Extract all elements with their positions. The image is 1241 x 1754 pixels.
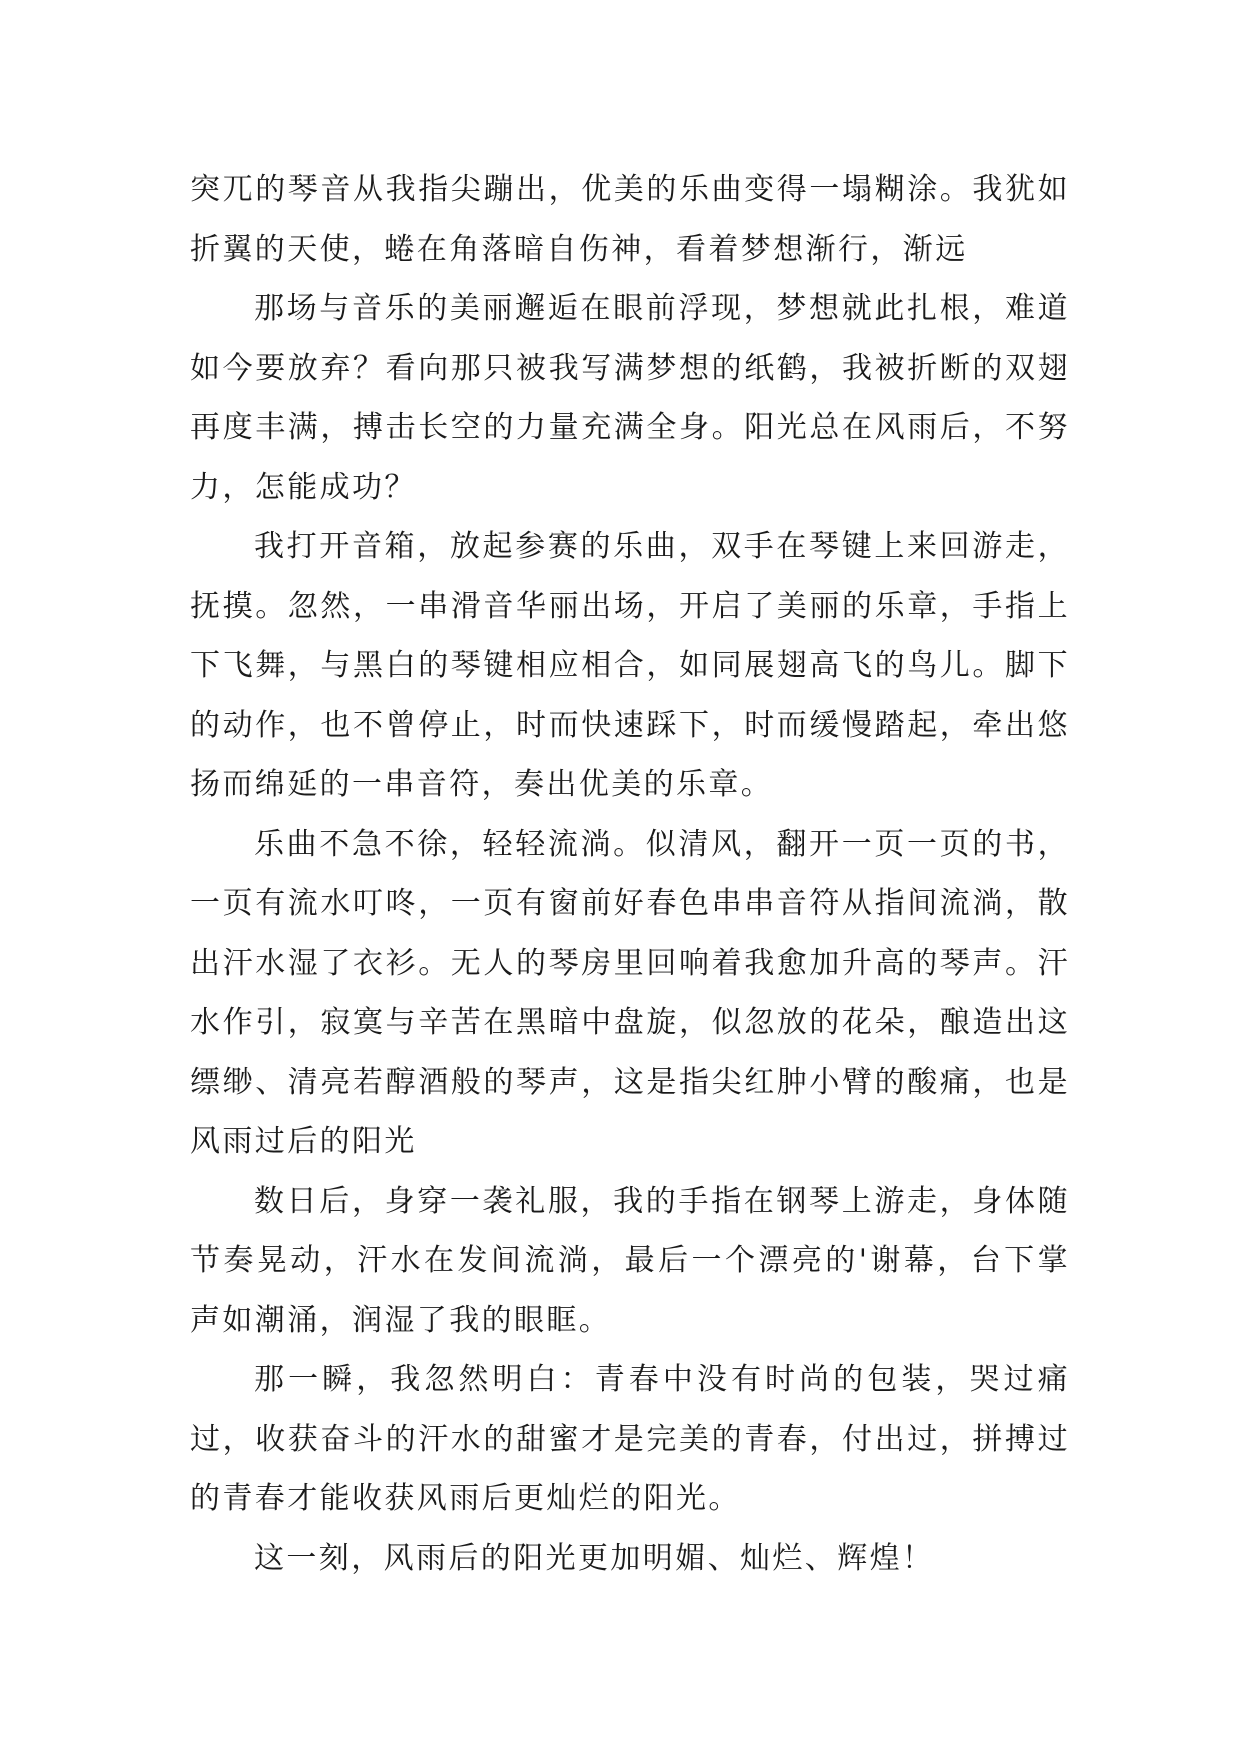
paragraph-1: 突兀的琴音从我指尖蹦出，优美的乐曲变得一塌糊涂。我犹如折翼的天使，蜷在角落暗自伤神，看着梦想渐行，渐远 (190, 172, 1070, 267)
paragraph-6: 那一瞬，我忽然明白：青春中没有时尚的包装，哭过痛过，收获奋斗的汗水的甜蜜才是完美的青春，付出过，拼搏过的青春才能收获风雨后更灿烂的阳光。 (190, 1362, 1070, 1516)
paragraph-7: 这一刻，风雨后的阳光更加明媚、灿烂、辉煌！ (254, 1540, 935, 1576)
paragraph-3: 我打开音箱，放起参赛的乐曲，双手在琴键上来回游走，抚摸。忽然，一串滑音华丽出场，开启了美丽的乐章，手指上下飞舞，与黑白的琴键相应相合，如同展翅高飞的鸟儿。脚下的动作，也不曾停止，时而快速踩下，时而缓慢踏起，牵出悠扬而绵延的一串音符，奏出优美的乐章。 (190, 529, 1070, 802)
paragraph-5: 数日后，身穿一袭礼服，我的手指在钢琴上游走，身体随节奏晃动，汗水在发间流淌，最后一个漂亮的'谢幕，台下掌声如潮涌，润湿了我的眼眶。 (190, 1183, 1070, 1338)
paragraph-4: 乐曲不急不徐，轻轻流淌。似清风，翻开一页一页的书，一页有流水叮咚，一页有窗前好春色串串音符从指间流淌，散出汗水湿了衣衫。无人的琴房里回响着我愈加升高的琴声。汗水作引，寂寞与辛苦在黑暗中盘旋，似忽放的花朵，酿造出这缥缈、清亮若醇酒般的琴声，这是指尖红肿小臂的酸痛，也是风雨过后的阳光 (190, 826, 1070, 1159)
paragraph-2: 那场与音乐的美丽邂逅在眼前浮现，梦想就此扎根，难道如今要放弃？看向那只被我写满梦想的纸鹤，我被折断的双翅再度丰满，搏击长空的力量充满全身。阳光总在风雨后，不努力，怎能成功？ (190, 291, 1070, 505)
essay-body (190, 160, 1070, 1588)
